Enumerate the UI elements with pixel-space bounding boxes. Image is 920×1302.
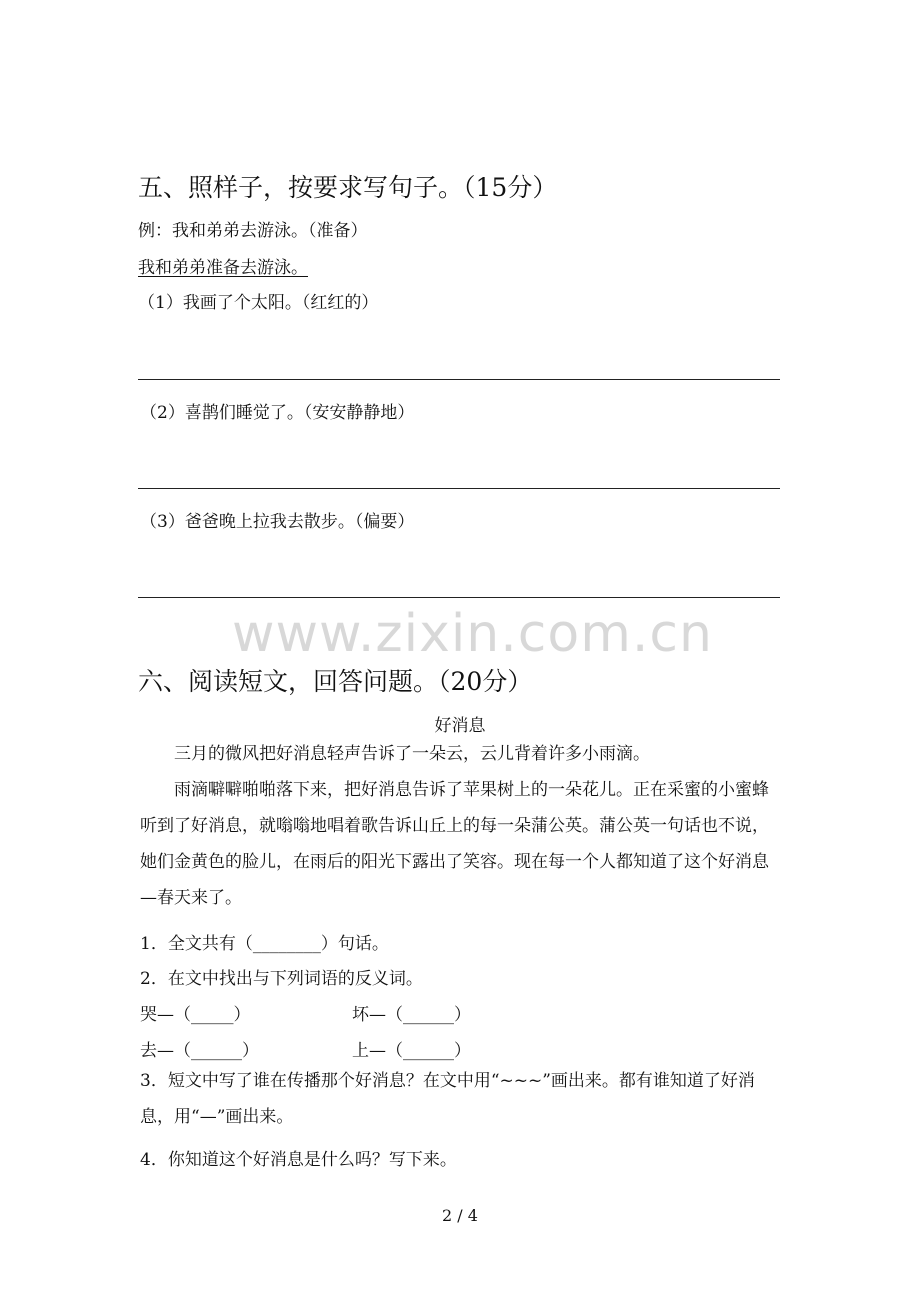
question-3: 3．短文中写了谁在传播那个好消息？在文中用“~~~”画出来。都有谁知道了好消息，用“—”画出来。 <box>140 1071 755 1127</box>
passage-paragraph-1: 三月的微风把好消息轻声告诉了一朵云，云儿背着许多小雨滴。 <box>174 744 650 764</box>
question-item-1: （1）我画了个太阳。（红红的） <box>138 293 379 313</box>
example-prompt: 例：我和弟弟去游泳。（准备） <box>138 221 368 241</box>
passage-title: 好消息 <box>434 716 486 736</box>
antonym-up: 上—（______） <box>352 1041 471 1061</box>
passage-body <box>140 736 776 916</box>
question-1: 1．全文共有（________）句话。 <box>140 934 389 954</box>
page-number: 2 / 4 <box>442 1206 478 1225</box>
section6-title: 六、阅读短文，回答问题。（20分） <box>138 667 533 696</box>
answer-line-2 <box>138 488 780 489</box>
antonym-go: 去—（______） <box>140 1041 259 1061</box>
answer-line-1 <box>138 379 780 380</box>
question-item-3: （3）爸爸晚上拉我去散步。（偏要） <box>140 512 415 532</box>
passage-paragraph-2: 雨滴噼噼啪啪落下来，把好消息告诉了苹果树上的一朵花儿。正在采蜜的小蜜蜂听到了好消息，就嗡嗡地唱着歌告诉山丘上的每一朵蒲公英。蒲公英一句话也不说，她们金黄色的脸儿，在雨后的阳光下露出了笑容。现在每一个人都知道了这个好消息—春天来了。 <box>140 780 769 908</box>
question-4: 4．你知道这个好消息是什么吗？写下来。 <box>140 1150 457 1170</box>
answer-line-3 <box>138 597 780 598</box>
section5-title: 五、照样子，按要求写句子。（15分） <box>138 173 558 202</box>
antonym-bad: 坏—（______） <box>352 1005 471 1025</box>
example-answer: 我和弟弟准备去游泳。 <box>138 258 308 278</box>
question-item-2: （2）喜鹊们睡觉了。（安安静静地） <box>140 403 415 423</box>
antonym-cry: 哭—（_____） <box>140 1005 251 1025</box>
watermark: www.zixin.com.cn <box>232 604 713 664</box>
question-2: 2．在文中找出与下列词语的反义词。 <box>140 969 423 989</box>
